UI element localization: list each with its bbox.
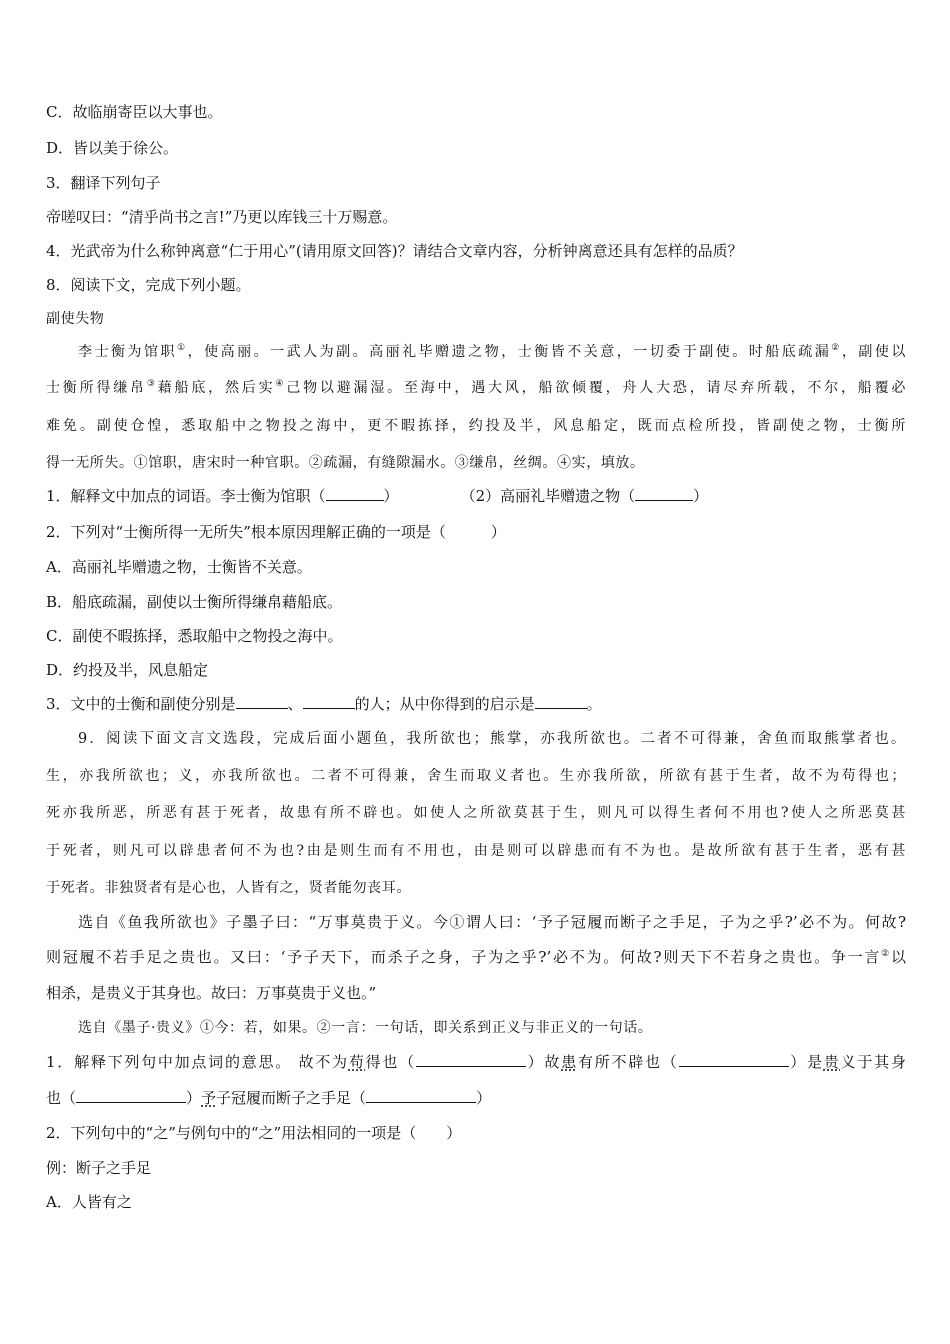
dotted-word: 贵: [823, 1053, 841, 1071]
text: 以: [890, 948, 906, 966]
passage-line: [46, 416, 906, 436]
text: B．船底疏漏，副使以士衡所得缣帛藉船底。: [46, 593, 343, 611]
section-8-heading: [46, 275, 906, 295]
text: 、: [287, 695, 303, 713]
text: 也（: [46, 1089, 77, 1107]
text: 士衡所得缣帛: [46, 380, 147, 396]
option-a: [46, 557, 906, 577]
text: 副使失物: [46, 311, 105, 327]
dotted-word: 予: [201, 1089, 217, 1107]
text: 于死者。非独贤者有是心也，人皆有之，贤者能勿丧耳。: [46, 880, 411, 896]
option-c: [46, 102, 906, 122]
example-sentence: [46, 1158, 906, 1178]
text: 选自《鱼我所欲也》子墨子曰：“万事莫贵于义。今①谓人曰：‘予子冠履而断子之手足，子为之乎?’必不为。何故?: [78, 913, 906, 931]
question-8-2: [46, 522, 906, 542]
text: 。: [586, 695, 602, 713]
text: C．故临崩寄臣以大事也。: [46, 103, 223, 121]
option-c: [46, 626, 906, 646]
text: 1．解释文中加点的词语。李士衡为馆职（: [46, 487, 326, 505]
passage-line: [46, 983, 906, 1003]
answer-blank[interactable]: [679, 1052, 789, 1067]
dotted-word: 苟: [348, 1053, 366, 1071]
text: 2．下列对“士衡所得一无所失”根本原因理解正确的一项是（ ）: [46, 523, 506, 541]
text: C．副使不暇拣择，悉取船中之物投之海中。: [46, 627, 343, 645]
text: 选自《墨子·贵义》①今：若，如果。②一言：一句话，即关系到正义与非正义的一句话。: [78, 1020, 653, 1036]
text: 死亦我所恶，所恶有甚于死者，故患有所不辟也。如使人之所欲莫甚于生，则凡可以得生者何不用也?使人之所恶莫甚: [46, 805, 906, 821]
text: ）: [383, 487, 399, 505]
text: 则冠履不若手足之贵也。又曰：‘予子天下，而杀子之身，子为之乎?’必不为。何故?则天下不若身之贵也。争一言: [46, 948, 882, 966]
text: 帝嗟叹曰：“清乎尚书之言!”乃更以库钱三十万赐意。: [46, 208, 398, 226]
option-d: [46, 138, 906, 158]
passage-title: [46, 309, 906, 329]
passage-line: [78, 912, 906, 932]
option-a: [46, 1192, 906, 1212]
section-9-heading: [78, 729, 906, 749]
text: ）故: [525, 1053, 562, 1071]
question-4: [46, 241, 906, 261]
text: ）: [476, 1089, 492, 1107]
text: D．皆以美于徐公。: [46, 139, 179, 157]
text: D．约投及半，风息船定: [46, 661, 209, 679]
text: 李士衡为馆职: [78, 344, 178, 360]
question-3: [46, 173, 906, 193]
passage-line: [46, 947, 906, 967]
text: ）: [186, 1089, 202, 1107]
footnote-mark: ③: [146, 379, 158, 389]
text: 子冠履而断子之手足（: [216, 1089, 367, 1107]
text: ）是: [788, 1053, 824, 1071]
question-9-2: [46, 1123, 906, 1143]
passage-notes: [78, 1018, 906, 1038]
passage-line: [78, 342, 906, 362]
option-b: [46, 592, 906, 612]
answer-blank[interactable]: [236, 694, 288, 709]
passage-line: [46, 878, 906, 898]
text: 难免。副使仓惶，悉取船中之物投之海中，更不暇拣择，约投及半，风息船定，既而点检所投，皆副使之物，士衡所: [46, 418, 906, 434]
text: 得也（: [365, 1053, 416, 1071]
text: 1．解释下列句中加点词的意思。 故不为: [46, 1053, 349, 1071]
text: A．人皆有之: [46, 1193, 132, 1211]
question-9-1: [46, 1052, 906, 1072]
text: ）: [693, 487, 709, 505]
text: 3．翻译下列句子: [46, 174, 161, 192]
text: 8．阅读下文，完成下列小题。: [46, 276, 251, 294]
answer-blank[interactable]: [76, 1088, 186, 1103]
answer-blank[interactable]: [366, 1088, 476, 1103]
text: 例：断子之手足: [46, 1159, 152, 1177]
text: 相杀，是贵义于其身也。故曰：万事莫贵于义也。”: [46, 984, 377, 1002]
passage-line: [46, 766, 906, 786]
option-d: [46, 660, 906, 680]
footnote-mark: ①: [177, 343, 188, 353]
answer-blank[interactable]: [303, 694, 355, 709]
text: 己物以避漏湿。至海中，遇大风，船欲倾覆，舟人大恐，请尽弃所载，不尔，船覆必: [286, 380, 907, 396]
passage-line: [46, 378, 906, 398]
text: 的人；从中你得到的启示是: [354, 695, 535, 713]
text: 有所不辟也（: [577, 1053, 679, 1071]
footnote-mark: ②: [831, 343, 842, 353]
text: 藉船底，然后实: [157, 380, 276, 396]
text: 3．文中的士衡和副使分别是: [46, 695, 236, 713]
text: 于死者，则凡可以辟患者何不为也?由是则生而有不用也，由是则可以辟患而有不为也。是故所欲有甚于生者，恶有甚: [46, 843, 906, 859]
question-8-1: [46, 486, 906, 506]
text: ，副使以: [841, 344, 906, 360]
text: 4．光武帝为什么称钟离意“仁于用心”(请用原文回答)？请结合文章内容，分析钟离意还具有怎样的品质？: [46, 242, 743, 260]
answer-blank[interactable]: [326, 486, 384, 501]
text: 9．阅读下面文言文选段，完成后面小题鱼，我所欲也；熊掌，亦我所欲也。二者不可得兼，舍鱼而取熊掌者也。: [78, 731, 906, 747]
sentence-to-translate: [46, 207, 906, 227]
answer-blank[interactable]: [535, 694, 587, 709]
question-9-1-cont: [46, 1088, 906, 1108]
footnote-mark: ④: [275, 379, 287, 389]
passage-line: [46, 803, 906, 823]
text: （2）高丽礼毕赠遗之物（: [460, 487, 636, 505]
passage-notes: [46, 453, 906, 473]
question-8-3: [46, 694, 906, 714]
text: 生，亦我所欲也；义，亦我所欲也。二者不可得兼，舍生而取义者也。生亦我所欲，所欲有甚于生者，故不为苟得也；: [46, 768, 906, 784]
dotted-word: 患: [561, 1053, 578, 1071]
text: A．高丽礼毕赠遗之物，士衡皆不关意。: [46, 558, 312, 576]
text: 2．下列句中的“之”与例句中的“之”用法相同的一项是（ ）: [46, 1124, 462, 1142]
footnote-mark: ②: [881, 949, 891, 959]
text: 义于其身: [840, 1053, 906, 1071]
passage-line: [46, 841, 906, 861]
answer-blank[interactable]: [416, 1052, 526, 1067]
text: ，使高丽。一武人为副。高丽礼毕赠遗之物，士衡皆不关意，一切委于副使。时船底疏漏: [187, 344, 832, 360]
answer-blank[interactable]: [635, 486, 693, 501]
text: 得一无所失。①馆职，唐宋时一种官职。②疏漏，有缝隙漏水。③缣帛，丝绸。④实，填放。: [46, 455, 645, 471]
